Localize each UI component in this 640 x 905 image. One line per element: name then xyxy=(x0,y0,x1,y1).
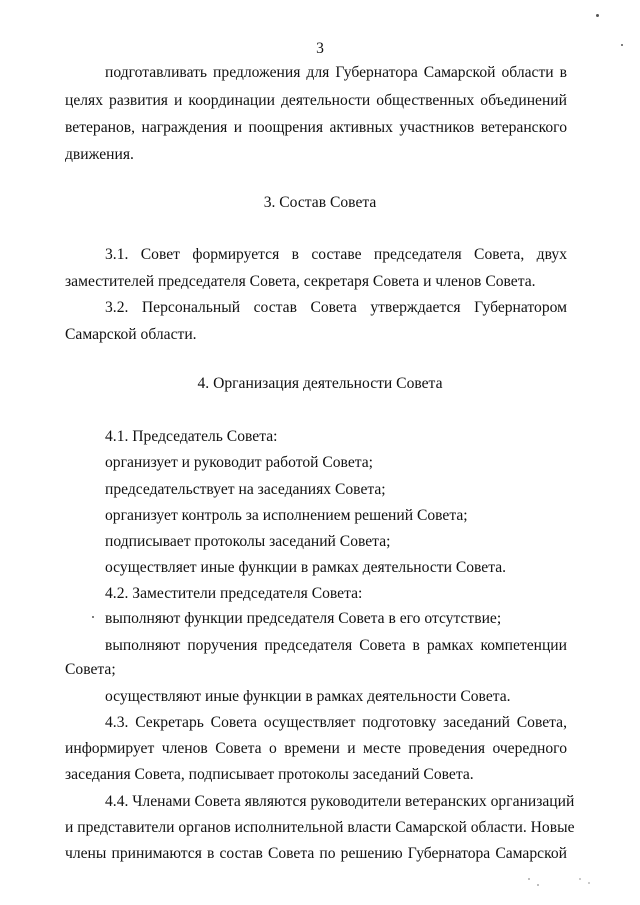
scan-speck xyxy=(92,616,94,618)
para-4-1-title: 4.1. Председатель Совета: xyxy=(105,428,278,445)
para-4-3-line-1: 4.3. Секретарь Совета осуществляет подготовку заседаний Совета, xyxy=(105,714,567,731)
para-4-1-item: подписывает протоколы заседаний Совета; xyxy=(105,533,391,550)
para-4-1-item: осуществляет иные функции в рамках деятельности Совета. xyxy=(105,559,507,576)
intro-line-2: целях развития и координации деятельности общественных объединений xyxy=(65,92,567,109)
para-4-2-item-3: осуществляют иные функции в рамках деятельности Совета. xyxy=(105,688,511,705)
para-4-2-item-1: выполняют функции председателя Совета в его отсутствие; xyxy=(105,610,502,627)
scan-speck xyxy=(621,44,623,46)
para-4-4-line-2: и представители органов исполнительной власти Самарской области. Новые xyxy=(65,819,575,836)
para-4-4-line-1: 4.4. Членами Совета являются руководители ветеранских организаций xyxy=(105,793,575,810)
para-3-2-line-1: 3.2. Персональный состав Совета утверждается Губернатором xyxy=(105,299,567,316)
scan-speck xyxy=(579,878,581,880)
para-4-1-item: председательствует на заседаниях Совета; xyxy=(105,481,386,498)
para-3-2-line-2: Самарской области. xyxy=(65,326,197,343)
page-number: 3 xyxy=(316,40,324,57)
para-4-2-item-2-line-2: Совета; xyxy=(65,661,116,678)
para-4-1-item: организует и руководит работой Совета; xyxy=(105,454,374,471)
para-4-4-line-3: члены принимаются в состав Совета по решению Губернатора Самарской xyxy=(65,845,567,862)
para-3-1-line-2: заместителей председателя Совета, секретаря Совета и членов Совета. xyxy=(65,273,536,290)
scan-speck xyxy=(596,14,599,17)
scan-speck xyxy=(588,882,590,884)
intro-line-1: подготавливать предложения для Губернатора Самарской области в xyxy=(105,64,567,81)
intro-line-3: ветеранов, награждения и поощрения активных участников ветеранского xyxy=(65,119,567,136)
section-4-heading: 4. Организация деятельности Совета xyxy=(197,375,443,392)
para-3-1-line-1: 3.1. Совет формируется в составе председателя Совета, двух xyxy=(105,246,567,263)
intro-line-4: движения. xyxy=(65,146,134,163)
scan-speck xyxy=(537,884,539,886)
scan-speck xyxy=(528,878,530,880)
para-4-3-line-3: заседания Совета, подписывает протоколы заседаний Совета. xyxy=(65,766,474,783)
para-4-1-item: организует контроль за исполнением решений Совета; xyxy=(105,507,468,524)
para-4-2-title: 4.2. Заместители председателя Совета: xyxy=(105,585,363,602)
para-4-3-line-2: информирует членов Совета о времени и месте проведения очередного xyxy=(65,740,567,757)
para-4-2-item-2-line-1: выполняют поручения председателя Совета в рамках компетенции xyxy=(105,637,567,654)
section-3-heading: 3. Состав Совета xyxy=(263,194,377,211)
